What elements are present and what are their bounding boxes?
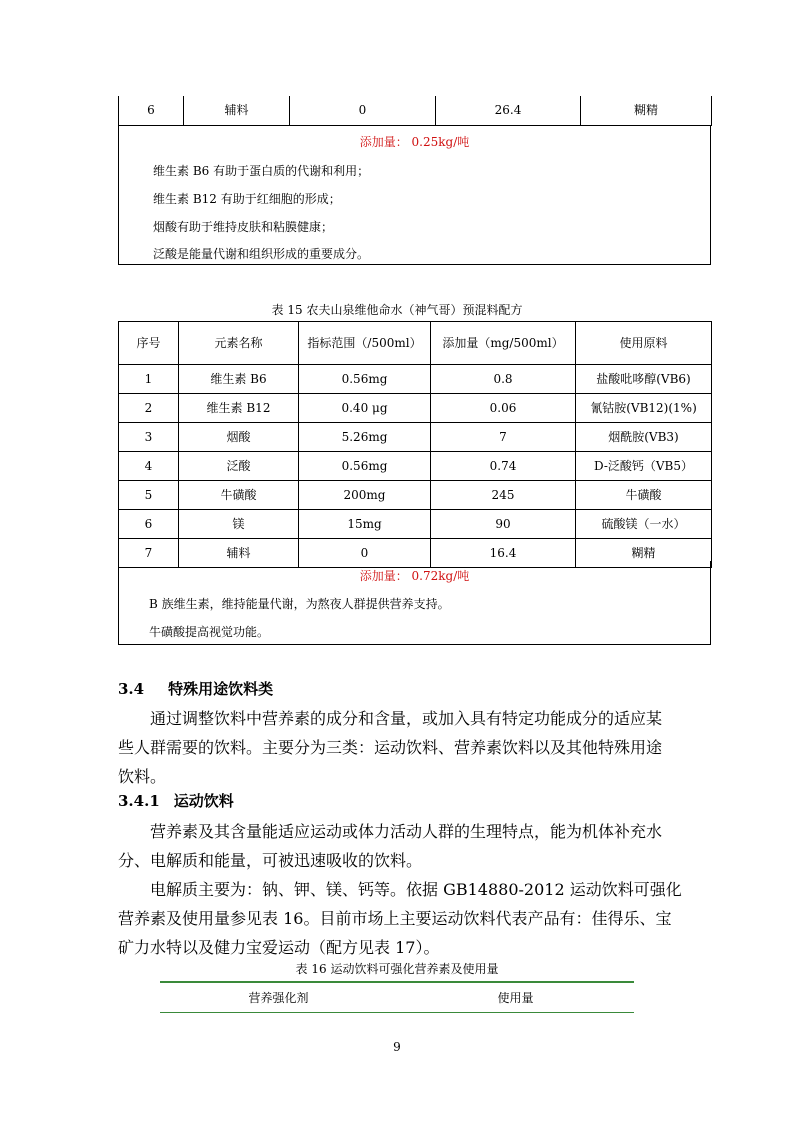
table14-note: 维生素 B12 有助于红细胞的形成； bbox=[153, 192, 341, 206]
column-header: 使用原料 bbox=[576, 322, 712, 365]
table-cell: 26.4 bbox=[436, 96, 581, 125]
table15-note: 牛磺酸提高视觉功能。 bbox=[149, 625, 270, 639]
table-cell: 90 bbox=[431, 510, 576, 539]
table-cell: 0.40 μg bbox=[299, 394, 431, 423]
table-cell: D-泛酸钙（VB5） bbox=[576, 452, 712, 481]
column-header: 添加量（mg/500ml） bbox=[431, 322, 576, 365]
column-header: 指标范围（/500ml） bbox=[299, 322, 431, 365]
table14-note: 维生素 B6 有助于蛋白质的代谢和利用； bbox=[153, 164, 370, 178]
table-cell: 5.26mg bbox=[299, 423, 431, 452]
table-cell: 200mg bbox=[299, 481, 431, 510]
page-number: 9 bbox=[393, 1040, 401, 1054]
column-header: 营养强化剂 bbox=[248, 991, 309, 1005]
table-cell: 4 bbox=[119, 452, 179, 481]
table-cell: 牛磺酸 bbox=[179, 481, 299, 510]
paragraph-line: 营养素及其含量能适应运动或体力活动人群的生理特点，能为机体补充水 bbox=[150, 822, 663, 841]
table14-dosage: 添加量： 0.25kg/吨 bbox=[359, 135, 470, 149]
table-cell: 牛磺酸 bbox=[576, 481, 712, 510]
table-cell: 糊精 bbox=[576, 539, 712, 568]
paragraph-line: 分、电解质和能量，可被迅速吸收的饮料。 bbox=[118, 851, 423, 870]
table-cell: 7 bbox=[119, 539, 179, 568]
table15-dosage: 添加量： 0.72kg/吨 bbox=[359, 569, 470, 583]
paragraph-line: 电解质主要为：钠、钾、镁、钙等。依据 GB14880-2012 运动饮料可强化 bbox=[150, 880, 682, 899]
table-cell: 0.74 bbox=[431, 452, 576, 481]
table-cell: 3 bbox=[119, 423, 179, 452]
table-cell: 16.4 bbox=[431, 539, 576, 568]
table-cell: 烟酸 bbox=[179, 423, 299, 452]
table16-header-rule bbox=[160, 1012, 634, 1013]
table-cell: 6 bbox=[119, 510, 179, 539]
table15-notes bbox=[118, 561, 711, 645]
table-cell: 0.06 bbox=[431, 394, 576, 423]
table-cell: 盐酸吡哆醇(VB6) bbox=[576, 365, 712, 394]
table-cell: 0.56mg bbox=[299, 365, 431, 394]
paragraph-line: 矿力水特以及健力宝爱运动（配方见表 17）。 bbox=[118, 938, 440, 957]
paragraph-line: 营养素及使用量参见表 16。目前市场上主要运动饮料代表产品有：佳得乐、宝 bbox=[118, 909, 672, 928]
column-header: 序号 bbox=[119, 322, 179, 365]
table-cell: 6 bbox=[119, 96, 184, 125]
table-row bbox=[119, 452, 712, 481]
table-row bbox=[119, 510, 712, 539]
table-row bbox=[119, 394, 712, 423]
table-row bbox=[119, 481, 712, 510]
table14-note: 烟酸有助于维持皮肤和粘膜健康； bbox=[153, 220, 334, 234]
table-cell: 维生素 B12 bbox=[179, 394, 299, 423]
table-cell: 7 bbox=[431, 423, 576, 452]
table-cell: 糊精 bbox=[581, 96, 712, 125]
table-cell: 0.56mg bbox=[299, 452, 431, 481]
section-number: 3.4 bbox=[118, 680, 145, 698]
table-cell: 辅料 bbox=[179, 539, 299, 568]
table-row bbox=[119, 96, 712, 125]
section-number: 3.4.1 bbox=[118, 792, 160, 810]
table-cell: 5 bbox=[119, 481, 179, 510]
table-cell: 245 bbox=[431, 481, 576, 510]
table14-note: 泛酸是能量代谢和组织形成的重要成分。 bbox=[153, 247, 370, 261]
table14-notes bbox=[118, 125, 711, 265]
table-cell: 氰钴胺(VB12)(1%) bbox=[576, 394, 712, 423]
table-cell: 15mg bbox=[299, 510, 431, 539]
column-header: 元素名称 bbox=[179, 322, 299, 365]
table14-tail bbox=[118, 96, 712, 126]
paragraph-line: 饮料。 bbox=[118, 767, 167, 786]
table15-note: B 族维生素，维持能量代谢，为熬夜人群提供营养支持。 bbox=[149, 597, 450, 611]
table-cell: 0.8 bbox=[431, 365, 576, 394]
table-cell: 镁 bbox=[179, 510, 299, 539]
table15-caption: 表 15 农夫山泉维他命水（神气哥）预混料配方 bbox=[271, 303, 523, 317]
table-header-row bbox=[119, 322, 712, 365]
paragraph-line: 些人群需要的饮料。主要分为三类：运动饮料、营养素饮料以及其他特殊用途 bbox=[118, 738, 663, 757]
table-cell: 辅料 bbox=[184, 96, 290, 125]
table15 bbox=[118, 321, 712, 568]
column-header: 使用量 bbox=[497, 991, 534, 1005]
paragraph-line: 通过调整饮料中营养素的成分和含量，或加入具有特定功能成分的适应某 bbox=[150, 709, 663, 728]
table16-top-rule bbox=[160, 981, 634, 983]
table-cell: 0 bbox=[290, 96, 436, 125]
table-cell: 泛酸 bbox=[179, 452, 299, 481]
table16-caption: 表 16 运动饮料可强化营养素及使用量 bbox=[295, 962, 499, 976]
section-heading-3-4-1 bbox=[118, 792, 234, 810]
table-row bbox=[119, 423, 712, 452]
table-cell: 1 bbox=[119, 365, 179, 394]
section-title: 运动饮料 bbox=[173, 792, 234, 810]
table-cell: 硫酸镁（一水） bbox=[576, 510, 712, 539]
table-cell: 0 bbox=[299, 539, 431, 568]
table-cell: 烟酰胺(VB3) bbox=[576, 423, 712, 452]
section-heading-3-4 bbox=[118, 680, 273, 698]
table-cell: 2 bbox=[119, 394, 179, 423]
table-row bbox=[119, 365, 712, 394]
table-cell: 维生素 B6 bbox=[179, 365, 299, 394]
section-title: 特殊用途饮料类 bbox=[168, 680, 274, 698]
